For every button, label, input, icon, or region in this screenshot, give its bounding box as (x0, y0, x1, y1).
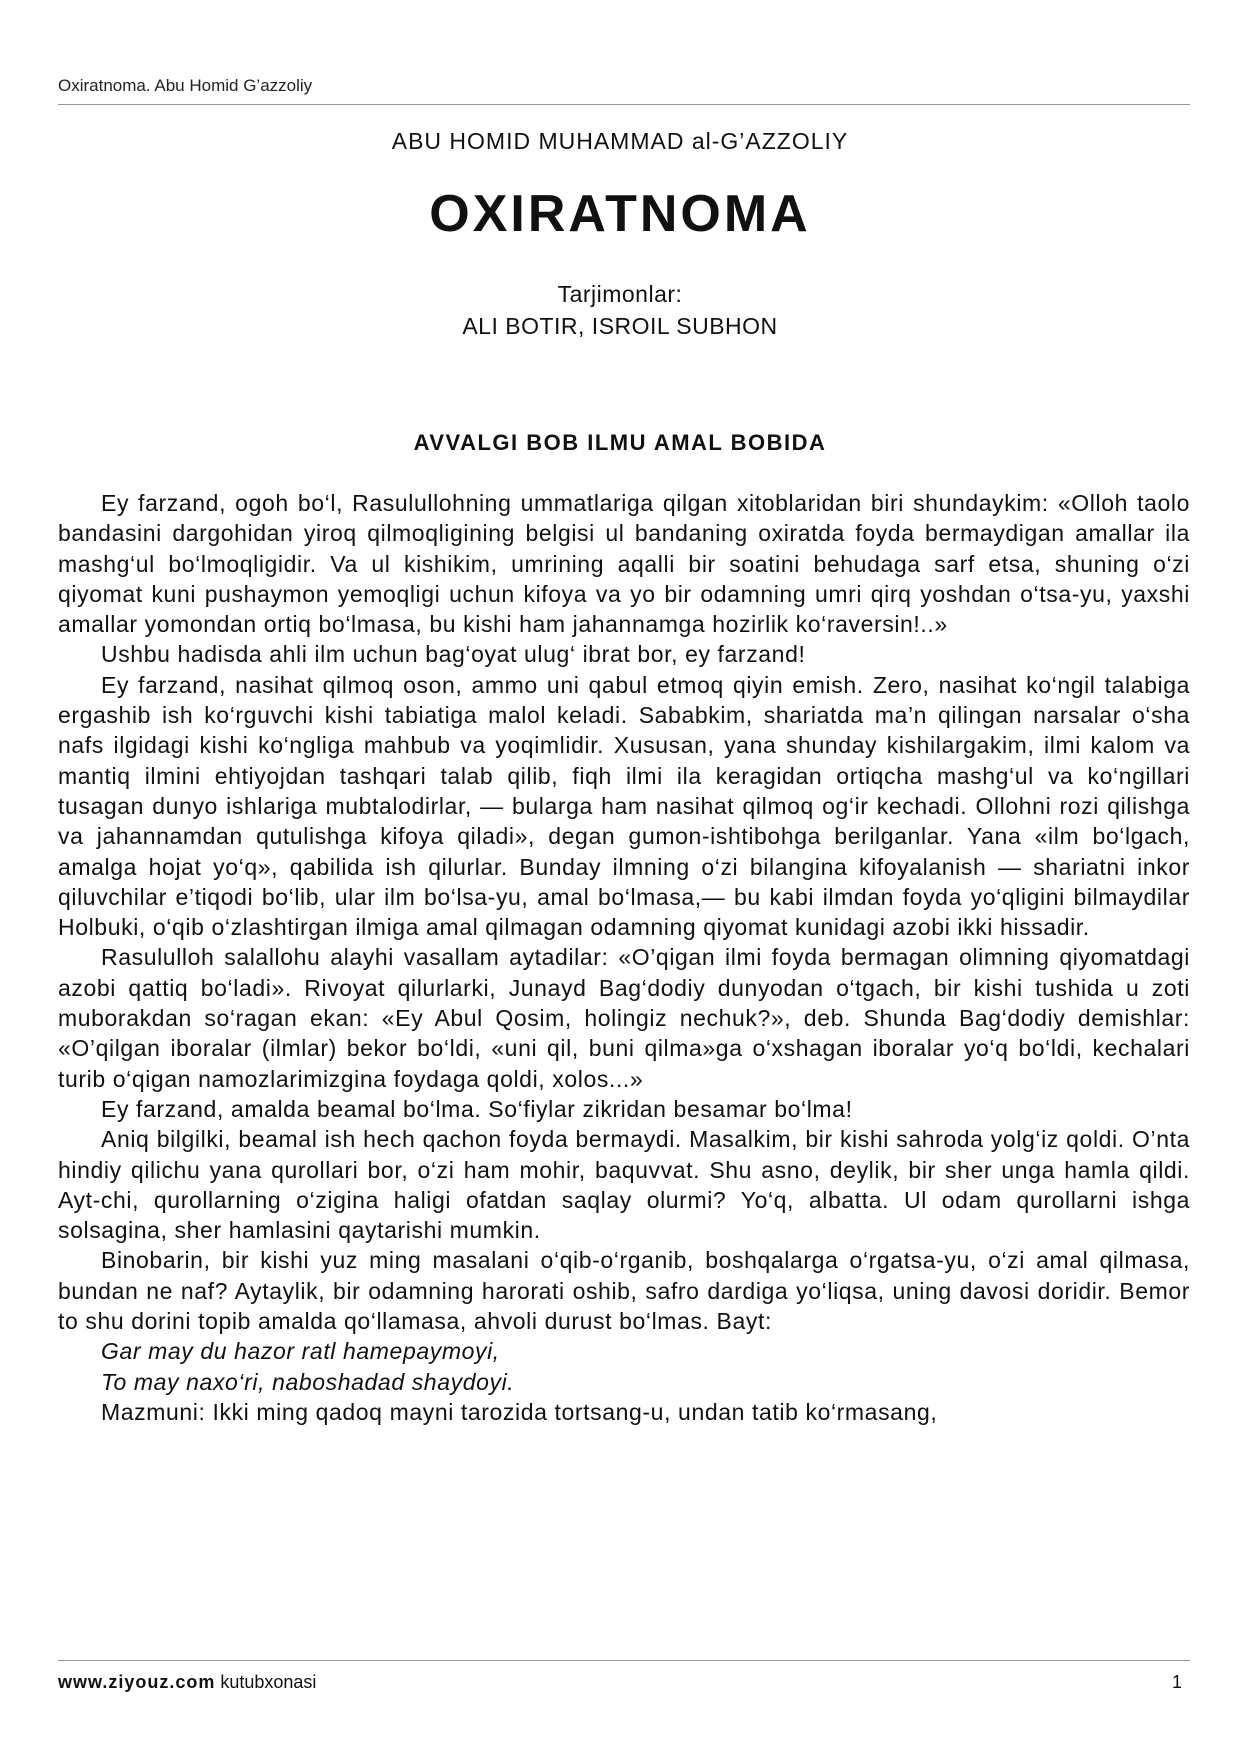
paragraph: Binobarin, bir kishi yuz ming masalani o‘qib-o‘rganib, boshqalarga o‘rgatsa-yu, o‘zi amal qilmasa, bundan ne naf? Aytaylik, bir odamning harorati oshib, safro dardiga yo‘liqsa, uning davosi doridir. Bemor to shu dorini topib amalda qo‘llamasa, ahvoli durust bo‘lmas. Bayt: (58, 1247, 1190, 1335)
paragraph: Mazmuni: Ikki ming qadoq mayni tarozida tortsang-u, undan tatib ko‘rmasang, (101, 1398, 938, 1425)
page-number: 1 (1171, 1672, 1182, 1692)
translators-names: ALI BOTIR, ISROIL SUBHON (462, 313, 778, 339)
footer-rule (58, 1660, 1190, 1661)
paragraph: Ey farzand, nasihat qilmoq oson, ammo uni qabul etmoq qiyin emish. Zero, nasihat ko‘ngil talabiga ergashib ish ko‘rguvchi kishi tabiatiga malol keladi. Sababkim, shariatda ma’n qilingan narsalar o‘sha nafs ilgidagi kishi ko‘ngliga mahbub va yoqimlidir. Xususan, yana shunday kishilargakim, ilmi kalom va mantiq ilmini ehtiyojdan tashqari talab qilib, fiqh ilmi ila keragidan ortiqcha mashg‘ul va ko‘ngillari tusagan dunyo ishlariga mubtalodirlar, — bularga ham nasihat qilmoq og‘ir kechadi. Ollohni rozi qilishga va jahannamdan qutulishga kifoya qiladi», degan gumon-ishtibohga berilganlar. Yana «ilm bo‘lgach, amalga hojat yo‘q», qabilida ish qilurlar. Bunday ilmning o‘zi bilangina kifoyalanish — shariatni inkor qiluvchilar e’tiqodi bo‘lib, ular ilm bo‘lsa-yu, amal bo‘lmasa,— bu kabi ilmdan foyda yo‘qligini bilmaydilar Holbuki, o‘qib o‘zlashtirgan ilmiga amal qilmagan odamning qiyomat kunidagi azobi ikki hissadir. (58, 671, 1190, 941)
verse-line: To may naxo‘ri, naboshadad shaydoyi. (101, 1368, 515, 1395)
paragraph: Ey farzand, amalda beamal bo‘lma. So‘fiylar zikridan besamar bo‘lma! (101, 1095, 853, 1122)
site-suffix: kutubxonasi (215, 1672, 317, 1692)
paragraph: Aniq bilgilki, beamal ish hech qachon foyda bermaydi. Masalkim, bir kishi sahroda yolg‘iz qoldi. O’nta hindiy qilichu yana qurollari bor, o‘zi ham mohir, baquvvat. Shu asno, deylik, bir sher unga hamla qildi. Ayt-chi, qurollarning o‘zigina haligi ofatdan saqlay olurmi? Yo‘q, albatta. Ul odam qurollarni ishga solsagina, sher hamlasini qaytarishi mumkin. (58, 1126, 1190, 1244)
footer-site (58, 1672, 316, 1693)
paragraph: Ey farzand, ogoh bo‘l, Rasulullohning ummatlariga qilgan xitoblaridan biri shundaykim: «Olloh taolo bandasini dargohidan yiroq qilmoqligining belgisi ul bandaning oxiratda foyda bermaydigan amallar ila mashg‘ul bo‘lmoqligidir. Va ul kishikim, umrining aqalli bir soatini behudaga sarf etsa, shuning o‘zi qiyomat kuni pushaymon yemoqligi uchun kifoya va yo bir odamning umri qirq yoshdan o‘tsa-yu, yaxshi amallar yomondan ortiq bo‘lmasa, bu kishi ham jahannamga hozirlik ko‘raversin!..» (58, 490, 1190, 638)
chapter-heading: AVVALGI BOB ILMU AMAL BOBIDA (413, 430, 827, 455)
site-link[interactable]: www.ziyouz.com (58, 1672, 216, 1692)
running-header: Oxiratnoma. Abu Homid G’azzoliy (58, 76, 313, 95)
paragraph: Rasululloh salallohu alayhi vasallam aytadilar: «O’qigan ilmi foyda bermagan olimning qiyomatdagi azobi qattiq bo‘ladi». Rivoyat qilurlarki, Junayd Bag‘dodiy dunyodan o‘tgach, bir kishi tushida u zoti muborakdan so‘ragan ekan: «Ey Abul Qosim, holingiz nechuk?», deb. Shunda Bag‘dodiy demishlar: «O’qilgan iboralar (ilmlar) bekor bo‘ldi, «uni qil, buni qilma»ga o‘xshagan iboralar yo‘q bo‘ldi, kechalari turib o‘qigan namozlarimizgina foydaga qoldi, xolos...» (58, 944, 1190, 1092)
header-rule (58, 104, 1190, 105)
body-text (58, 488, 1190, 1427)
book-title: OXIRATNOMA (429, 185, 811, 243)
translators-block (0, 278, 1240, 342)
paragraph: Ushbu hadisda ahli ilm uchun bag‘oyat ulug‘ ibrat bor, ey farzand! (101, 641, 806, 668)
verse-line: Gar may du hazor ratl hamepaymoyi, (101, 1338, 500, 1365)
author-name: ABU HOMID MUHAMMAD al-G’AZZOLIY (391, 128, 849, 154)
translators-label: Tarjimonlar: (557, 281, 683, 307)
